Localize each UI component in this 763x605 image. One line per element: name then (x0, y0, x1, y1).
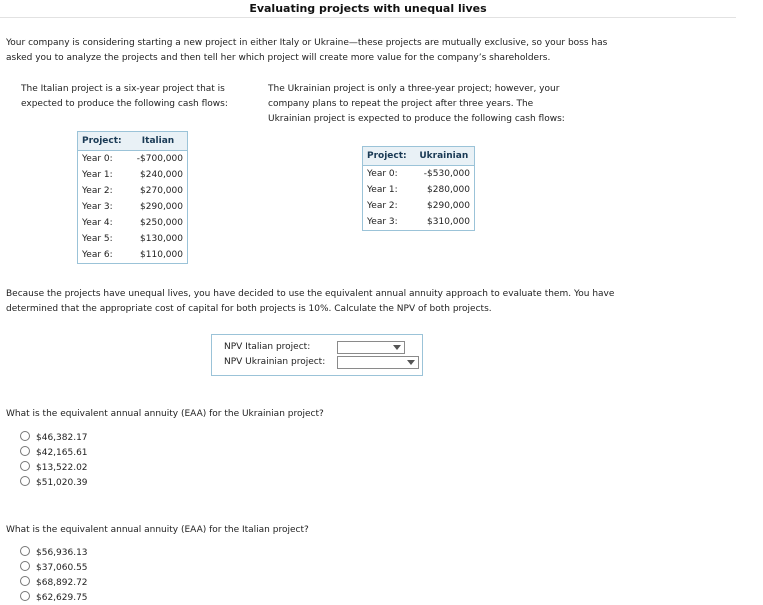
option-italian-4[interactable] (20, 591, 88, 604)
italian-desc-line-1: The Italian project is a six-year project that is (21, 84, 225, 94)
npv-italian-dropdown[interactable] (337, 341, 405, 354)
table-row (78, 231, 188, 247)
option-ukrainian-1[interactable] (20, 431, 88, 444)
table-row (78, 247, 188, 264)
chevron-down-icon (407, 360, 415, 365)
year-label: Year 2: (82, 186, 113, 196)
year-label: Year 0: (367, 169, 398, 179)
option-label: $42,165.61 (36, 448, 88, 458)
option-label: $56,936.13 (36, 548, 88, 558)
npv-panel (211, 334, 423, 376)
year-label: Year 1: (367, 185, 398, 195)
option-italian-3[interactable] (20, 576, 88, 589)
option-label: $46,382.17 (36, 433, 88, 443)
title-bar (0, 0, 736, 18)
cash-flow-value: -$530,000 (423, 169, 470, 179)
page-title: Evaluating projects with unequal lives (249, 2, 487, 15)
table-row (363, 166, 475, 183)
table-row (78, 183, 188, 199)
ukrainian-description (268, 82, 565, 127)
cash-flow-value: $130,000 (140, 234, 183, 244)
cash-flow-value: $110,000 (140, 250, 183, 260)
option-label: $51,020.39 (36, 478, 88, 488)
italian-description (21, 82, 228, 112)
question-italian-eaa: What is the equivalent annual annuity (EAA) for the Italian project? (6, 525, 309, 535)
radio-button[interactable] (20, 431, 30, 441)
year-label: Year 3: (367, 217, 398, 227)
cash-flow-value: $240,000 (140, 170, 183, 180)
italian-header-name: Italian (129, 132, 188, 151)
year-label: Year 1: (82, 170, 113, 180)
table-row (78, 151, 188, 168)
intro-line-1: Your company is considering starting a new project in either Italy or Ukraine—these projects are mutually exclusive, so your boss has (6, 38, 608, 48)
cash-flow-value: $290,000 (140, 202, 183, 212)
option-label: $37,060.55 (36, 563, 88, 573)
cash-flow-value: $290,000 (427, 201, 470, 211)
option-label: $13,522.02 (36, 463, 88, 473)
option-ukrainian-4[interactable] (20, 476, 88, 489)
italian-desc-line-2: expected to produce the following cash flows: (21, 99, 228, 109)
italian-header-label: Project: (78, 132, 129, 151)
ukrainian-desc-line-3: Ukrainian project is expected to produce the following cash flows: (268, 114, 565, 124)
npv-italian-label: NPV Italian project: (224, 342, 311, 352)
table-row (363, 198, 475, 214)
intro-line-2: asked you to analyze the projects and then tell her which project will create more value for the company’s shareholders. (6, 53, 551, 63)
ukrainian-desc-line-2: company plans to repeat the project after three years. The (268, 99, 534, 109)
option-ukrainian-2[interactable] (20, 446, 88, 459)
eaa-paragraph (6, 287, 614, 317)
table-row (363, 214, 475, 231)
eaa-line-1: Because the projects have unequal lives, you have decided to use the equivalent annual annuity approach to evaluate them. You have (6, 289, 615, 299)
intro-paragraph (6, 36, 607, 66)
cash-flow-value: -$700,000 (136, 154, 183, 164)
radio-button[interactable] (20, 446, 30, 456)
chevron-down-icon (393, 345, 401, 350)
ukrainian-header-label: Project: (363, 147, 414, 166)
ukrainian-header-name: Ukrainian (414, 147, 475, 166)
radio-button[interactable] (20, 546, 30, 556)
radio-button[interactable] (20, 576, 30, 586)
ukrainian-cash-flow-table (362, 146, 475, 231)
year-label: Year 3: (82, 202, 113, 212)
table-row (78, 167, 188, 183)
cash-flow-value: $310,000 (427, 217, 470, 227)
year-label: Year 2: (367, 201, 398, 211)
italian-cash-flow-table (77, 131, 188, 264)
year-label: Year 6: (82, 250, 113, 260)
npv-ukrainian-label: NPV Ukrainian project: (224, 357, 326, 367)
year-label: Year 0: (82, 154, 113, 164)
eaa-line-2: determined that the appropriate cost of capital for both projects is 10%. Calculate the NPV of both projects. (6, 304, 492, 314)
option-label: $62,629.75 (36, 593, 88, 603)
table-row (363, 182, 475, 198)
year-label: Year 4: (82, 218, 113, 228)
year-label: Year 5: (82, 234, 113, 244)
radio-button[interactable] (20, 591, 30, 601)
table-row (78, 199, 188, 215)
radio-button[interactable] (20, 561, 30, 571)
option-italian-1[interactable] (20, 546, 88, 559)
option-label: $68,892.72 (36, 578, 88, 588)
cash-flow-value: $250,000 (140, 218, 183, 228)
cash-flow-value: $270,000 (140, 186, 183, 196)
question-ukrainian-eaa: What is the equivalent annual annuity (EAA) for the Ukrainian project? (6, 409, 324, 419)
cash-flow-value: $280,000 (427, 185, 470, 195)
radio-button[interactable] (20, 461, 30, 471)
table-row (78, 215, 188, 231)
radio-button[interactable] (20, 476, 30, 486)
ukrainian-desc-line-1: The Ukrainian project is only a three-year project; however, your (268, 84, 560, 94)
option-ukrainian-3[interactable] (20, 461, 88, 474)
option-italian-2[interactable] (20, 561, 88, 574)
npv-ukrainian-dropdown[interactable] (337, 356, 419, 369)
